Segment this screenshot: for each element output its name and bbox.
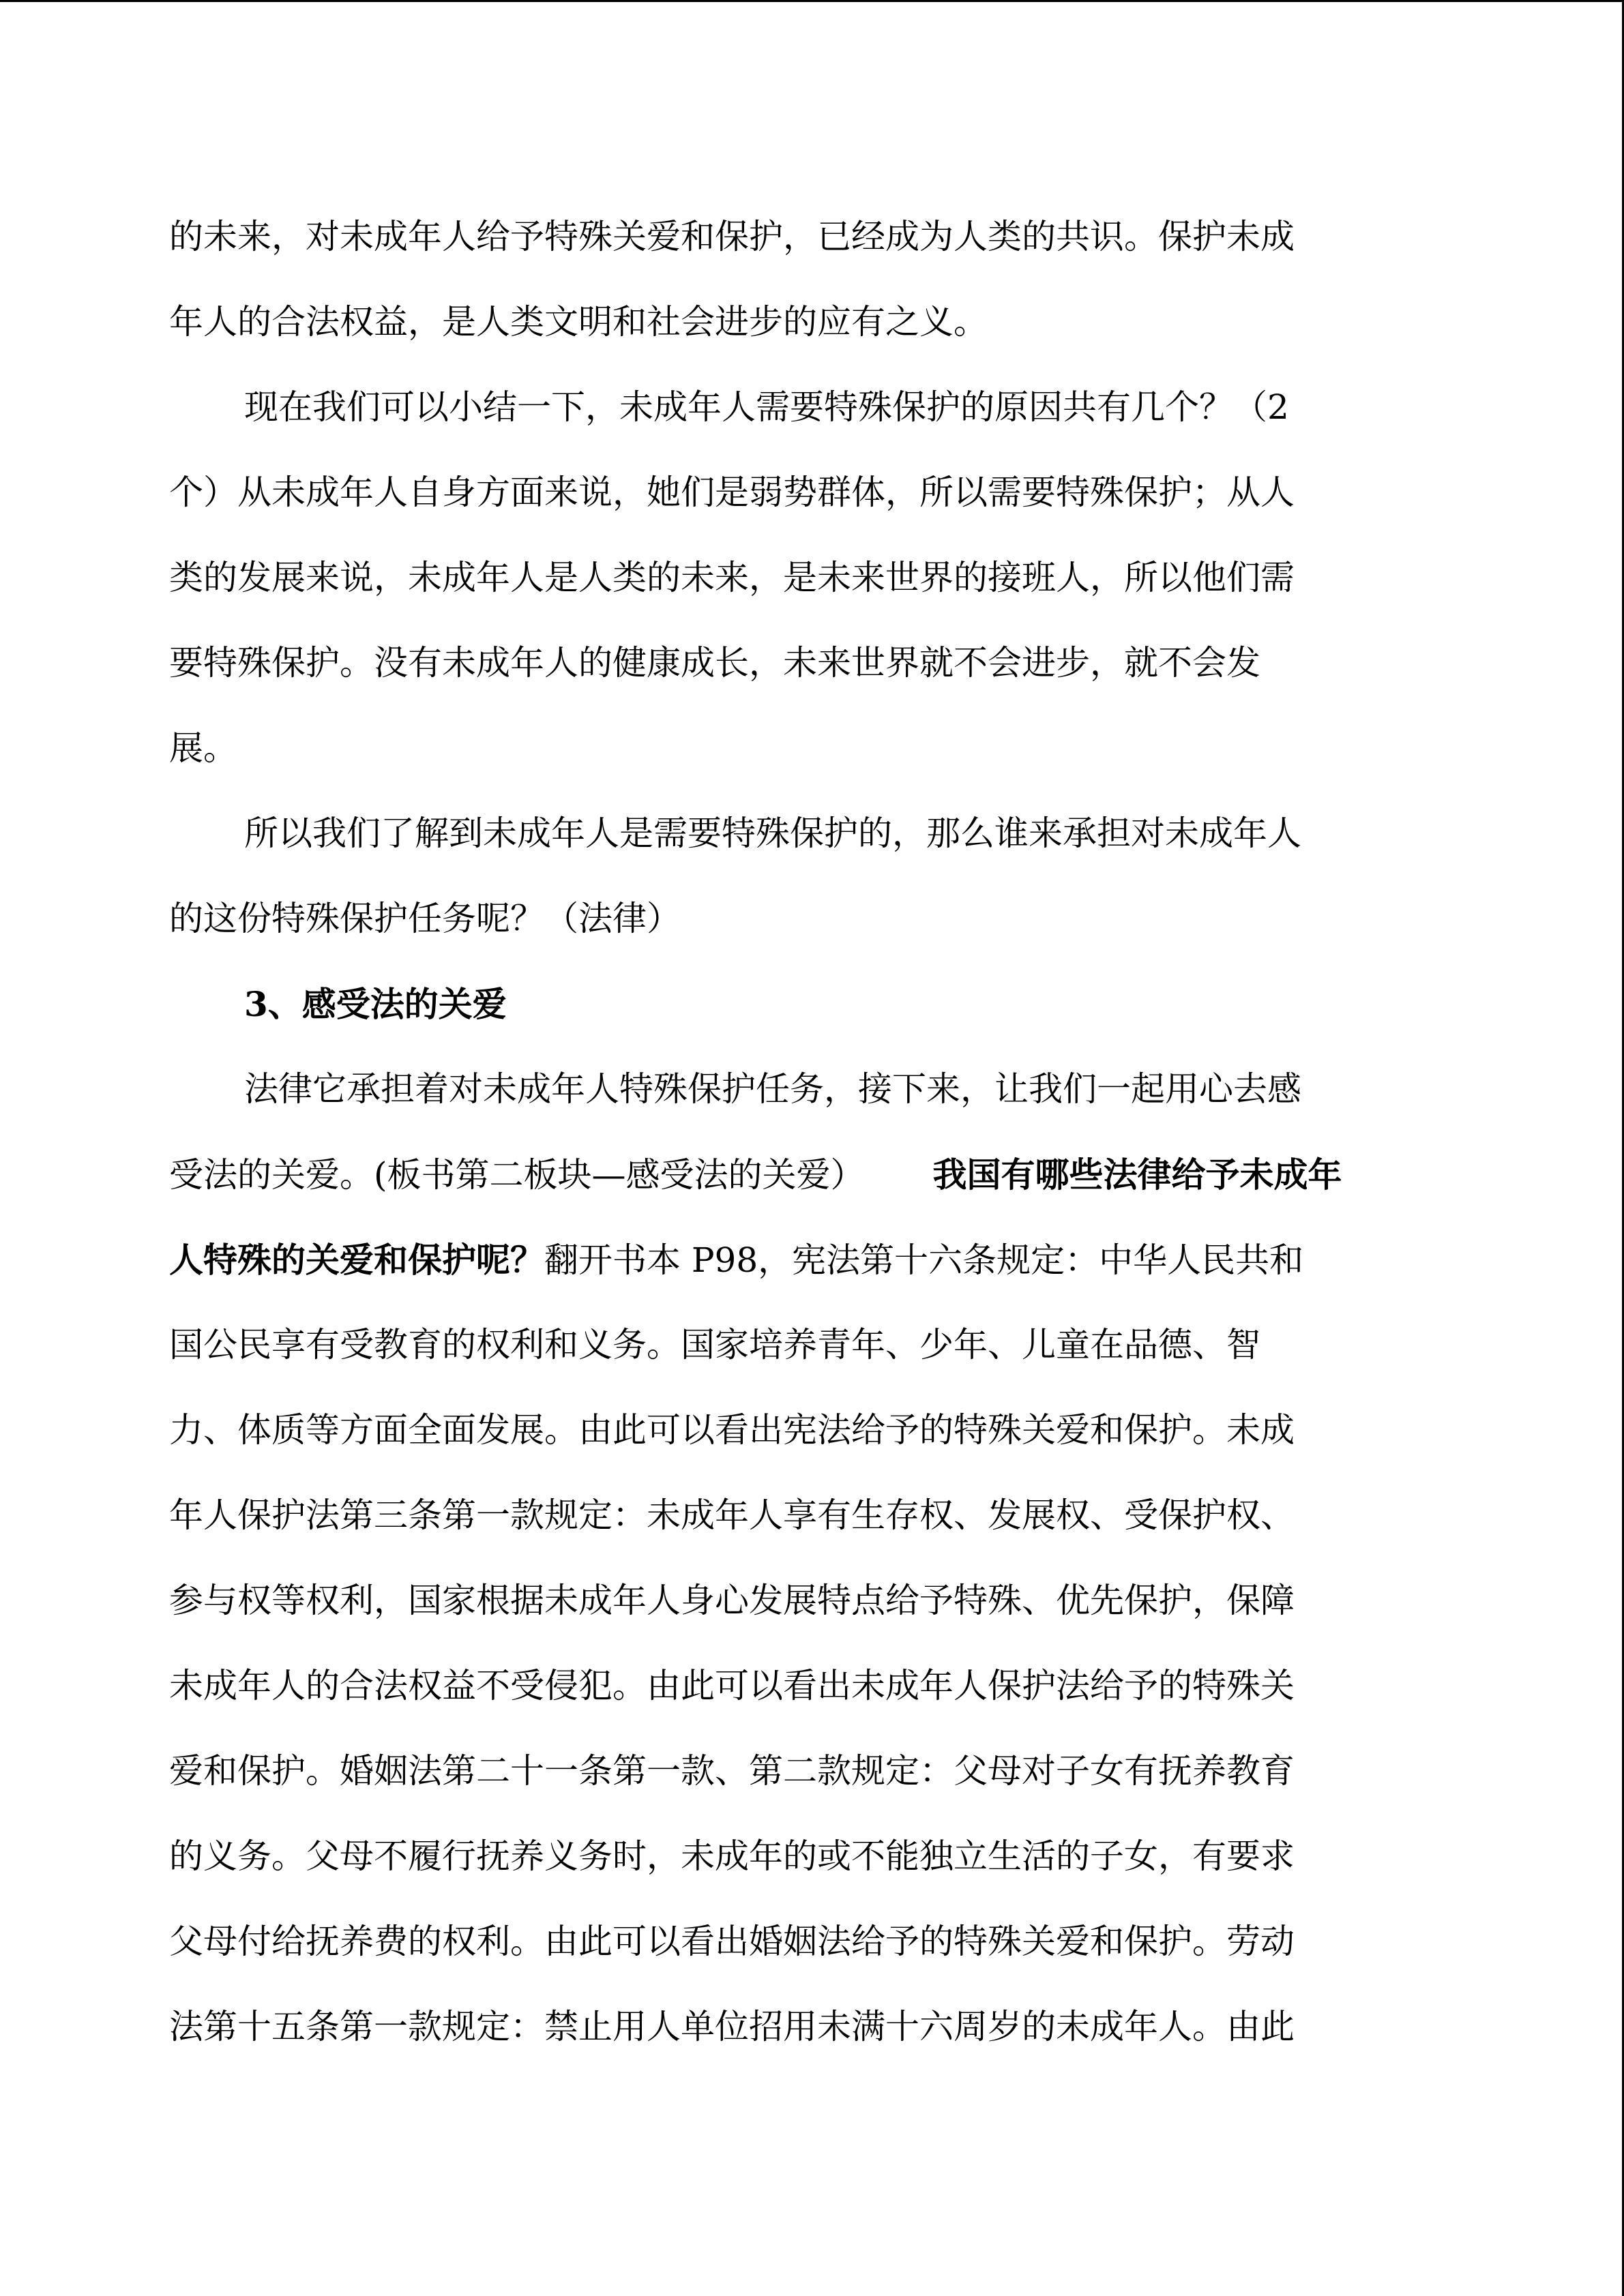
text-line: 的未来，对未成年人给予特殊关爱和保护，已经成为人类的共识。保护未成 (169, 217, 1295, 256)
text-line: 参与权等权利，国家根据未成年人身心发展特点给予特殊、优先保护，保障 (169, 1581, 1295, 1620)
text-line: 年人的合法权益，是人类文明和社会进步的应有之义。 (169, 302, 988, 342)
text-line: 现在我们可以小结一下，未成年人需要特殊保护的原因共有几个？（2 (244, 387, 1289, 427)
text-line: 未成年人的合法权益不受侵犯。由此可以看出未成年人保护法给予的特殊关 (169, 1666, 1295, 1705)
text-line: 要特殊保护。没有未成年人的健康成长，未来世界就不会进步，就不会发 (169, 643, 1260, 683)
text-line: 力、体质等方面全面发展。由此可以看出宪法给予的特殊关爱和保护。未成 (169, 1410, 1295, 1450)
document-body (169, 194, 1465, 2070)
page-top-border (0, 0, 1624, 2)
text-line: 展。 (169, 728, 237, 768)
text-line-mixed (169, 1217, 1465, 1302)
text-line: 类的发展来说，未成年人是人类的未来，是未来世界的接班人，所以他们需 (169, 558, 1295, 597)
text-line: 所以我们了解到未成年人是需要特殊保护的，那么谁来承担对未成年人 (244, 814, 1301, 853)
text-line: 年人保护法第三条第一款规定：未成年人享有生存权、发展权、受保护权、 (169, 1495, 1295, 1535)
text-line: 法律它承担着对未成年人特殊保护任务，接下来，让我们一起用心去感 (244, 1069, 1301, 1109)
text-line: 的这份特殊保护任务呢？（法律） (169, 899, 681, 938)
text-line: 爱和保护。婚姻法第二十一条第一款、第二款规定：父母对子女有抚养教育 (169, 1751, 1295, 1791)
text-line-mixed (169, 1132, 1465, 1217)
bold-question: 人特殊的关爱和保护呢？ (169, 1240, 544, 1280)
section-heading: 3、感受法的关爱 (244, 984, 507, 1024)
text-segment: 翻开书本 P98，宪法第十六条规定：中华人民共和 (544, 1240, 1304, 1280)
text-line: 国公民享有受教育的权利和义务。国家培养青年、少年、儿童在品德、智 (169, 1325, 1260, 1365)
text-segment: 受法的关爱。(板书第二板块—感受法的关爱） (169, 1155, 865, 1195)
text-line: 法第十五条第一款规定：禁止用人单位招用未满十六周岁的未成年人。由此 (169, 2007, 1295, 2046)
text-line: 父母付给抚养费的权利。由此可以看出婚姻法给予的特殊关爱和保护。劳动 (169, 1922, 1295, 1961)
text-line: 的义务。父母不履行抚养义务时，未成年的或不能独立生活的子女，有要求 (169, 1836, 1295, 1876)
text-line: 个）从未成年人自身方面来说，她们是弱势群体，所以需要特殊保护；从人 (169, 473, 1295, 512)
bold-question: 我国有哪些法律给予未成年 (932, 1154, 1342, 1195)
